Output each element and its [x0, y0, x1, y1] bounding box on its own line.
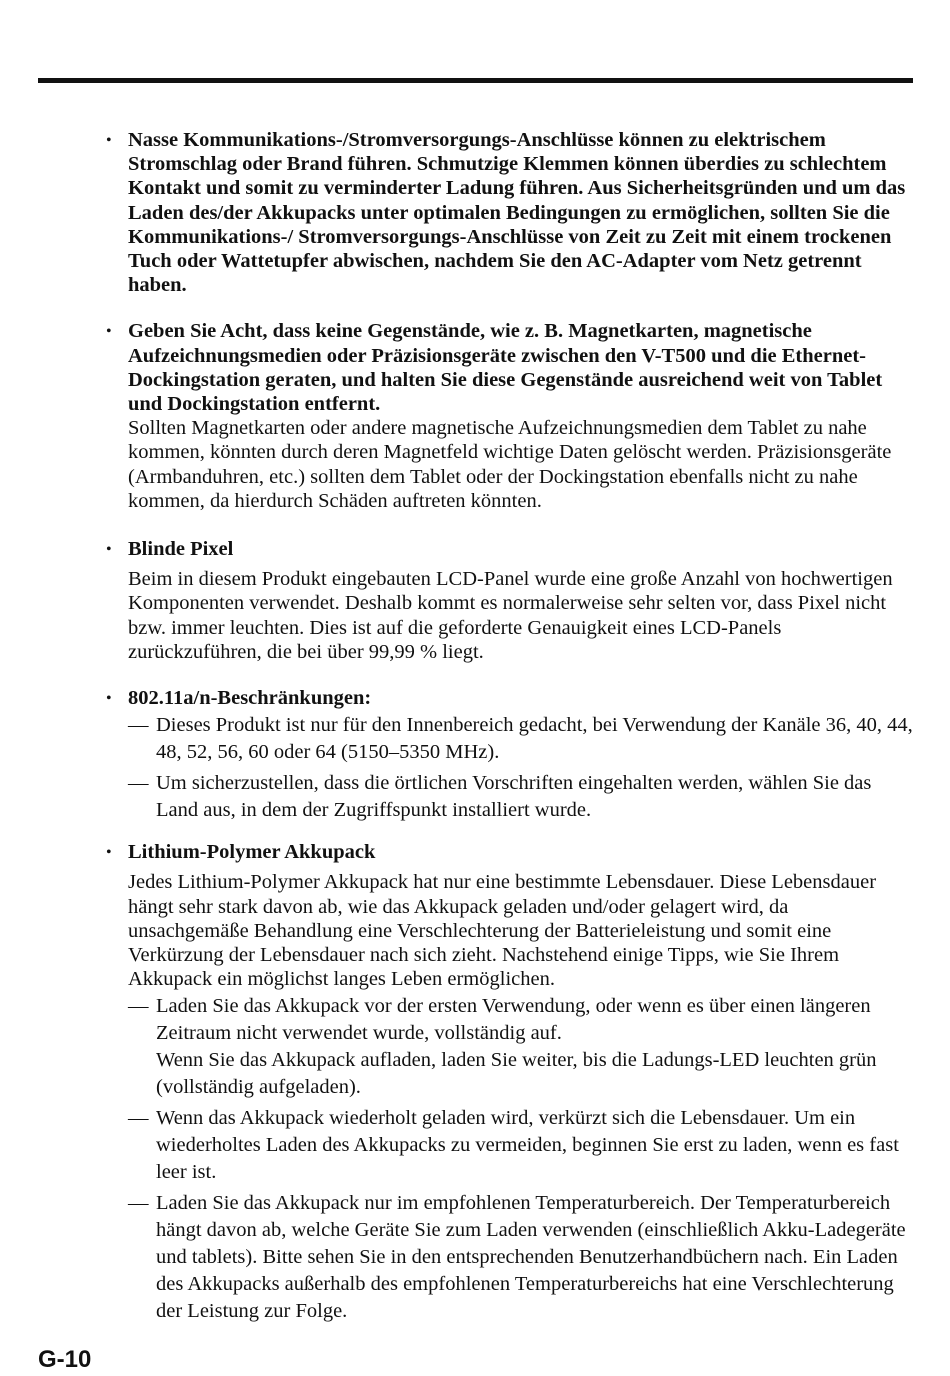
- dash-text: Laden Sie das Akkupack vor der ersten Verwendung, oder wenn es über einen längeren Zeitraum nicht verwendet wurde, vollständig auf.: [156, 995, 871, 1045]
- dash-marker: —: [128, 1107, 149, 1130]
- bullet: •: [106, 844, 112, 862]
- document-body: [0, 128, 950, 1345]
- magnetic-warning: Geben Sie Acht, dass keine Gegenstände, wie z. B. Magnetkarten, magnetische Aufzeichnungsmedien oder Präzisionsgeräte zwischen den V-T500 und die Ethernet-Dockingstation geraten, und halten Sie diese Gegenstände ausreichend weit von Tablet und Dockingstation entfernt.: [128, 320, 883, 416]
- dash-text: Dieses Produkt ist nur für den Innenbereich gedacht, bei Verwendung der Kanäle 36, 40, 44, 48, 52, 56, 60 oder 64 (5150–5350 MHz).: [156, 714, 913, 764]
- dash-item: [128, 1105, 914, 1186]
- page-number: G-10: [38, 1346, 92, 1373]
- bullet: •: [106, 132, 112, 149]
- section-heading: Lithium-Polymer Akkupack: [128, 841, 376, 864]
- bullet: •: [106, 323, 112, 341]
- dash-item: [128, 1190, 914, 1325]
- list-item-battery: [0, 840, 950, 1325]
- dash-marker: —: [128, 772, 149, 795]
- dash-marker: —: [128, 1192, 149, 1215]
- connectors-warning: Nasse Kommunikations-/Stromversorgungs-Anschlüsse können zu elektrischem Stromschlag oder Brand führen. Schmutzige Klemmen können überdies zu schlechtem Kontakt und somit zu verminderter Ladung führen. Aus Sicherheitsgründen und um das Laden des/der Akkupacks unter optimalen Bedingungen zu ermöglichen, sollten Sie die Kommunikations-/ Stromversorgungs-Anschlüsse von Zeit zu Zeit mit einem trockenen Tuch oder Wattetupfer abwischen, nachdem Sie den AC-Adapter vom Netz getrennt haben.: [128, 129, 906, 297]
- list-item-pixel: [0, 537, 950, 664]
- section-body: Beim in diesem Produkt eingebauten LCD-Panel wurde eine große Anzahl von hochwertigen Komponenten verwendet. Deshalb kommt es normalerweise sehr selten vor, dass Pixel nicht bzw. immer leuchten. Dies ist auf die geforderte Genauigkeit eines LCD-Panels zurückzuführen, die bei über 99,99 % liegt.: [128, 568, 893, 663]
- bullet: •: [106, 690, 112, 708]
- section-heading: Blinde Pixel: [128, 538, 234, 561]
- bullet: •: [106, 541, 112, 559]
- magnetic-explanation: Sollten Magnetkarten oder andere magnetische Aufzeichnungsmedien dem Tablet zu nahe kommen, könnten durch deren Magnetfeld wichtige Daten gelöscht werden. Präzisionsgeräte (Armbanduhren, etc.) sollten dem Tablet oder der Dockingstation ebenfalls nicht zu nahe kommen, da hierdurch Schäden auftreten könnten.: [128, 417, 892, 512]
- top-rule: [38, 78, 913, 83]
- dash-item: [128, 770, 914, 824]
- dash-marker: —: [128, 995, 149, 1018]
- list-item-wireless: [0, 686, 950, 824]
- section-heading: 802.11a/n-Beschränkungen:: [128, 687, 372, 710]
- dash-item: [128, 712, 914, 766]
- dash-text: Um sicherzustellen, dass die örtlichen Vorschriften eingehalten werden, wählen Sie das Land aus, in dem der Zugriffspunkt installiert wurde.: [156, 772, 872, 822]
- dash-item: [128, 993, 914, 1101]
- dash-text: Laden Sie das Akkupack nur im empfohlenen Temperaturbereich. Der Temperaturbereich hängt davon ab, welche Geräte Sie zum Laden verwenden (einschließlich Akku-Ladegeräte und tablets). Bitte sehen Sie in den entsprechenden Benutzerhandbüchern nach. Ein Laden des Akkupacks außerhalb des empfohlenen Temperaturbereichs hat eine Verschlechterung der Leistung zur Folge.: [156, 1192, 906, 1323]
- list-item-connectors: [0, 128, 950, 297]
- dash-subtext: Wenn Sie das Akkupack aufladen, laden Sie weiter, bis die Ladungs-LED leuchten grün (vollständig aufgeladen).: [156, 1049, 877, 1099]
- section-body: Jedes Lithium-Polymer Akkupack hat nur eine bestimmte Lebensdauer. Diese Lebensdauer hängt sehr stark davon ab, wie das Akkupack geladen und/oder gelagert wird, da unsachgemäße Behandlung eine Verschlechterung der Batterieleistung und somit eine Verkürzung der Lebensdauer nach sich zieht. Nachstehend einige Tipps, wie Sie Ihrem Akkupack ein möglichst langes Leben ermöglichen.: [128, 871, 877, 991]
- dash-marker: —: [128, 714, 149, 737]
- dash-text: Wenn das Akkupack wiederholt geladen wird, verkürzt sich die Lebensdauer. Um ein wiederholtes Laden des Akkupacks zu vermeiden, beginnen Sie erst zu laden, wenn es fast leer ist.: [156, 1107, 899, 1184]
- list-item-magnetic: [0, 319, 950, 513]
